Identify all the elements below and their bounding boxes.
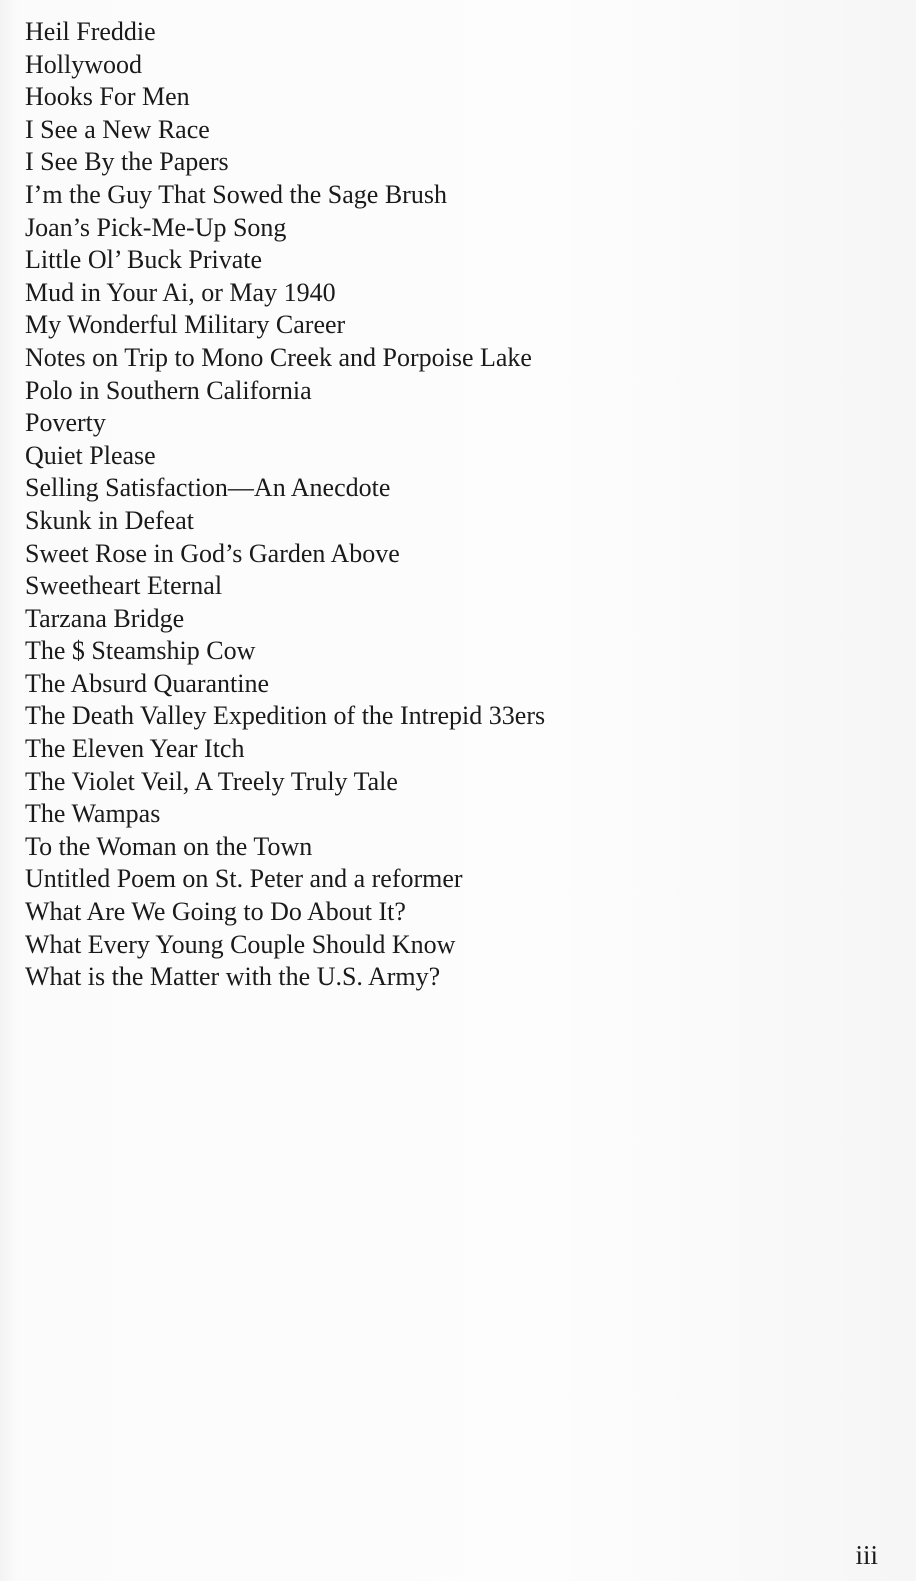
list-item: What is the Matter with the U.S. Army? [25, 962, 441, 992]
list-item: Sweet Rose in God’s Garden Above [25, 538, 400, 568]
list-item: Hollywood [25, 49, 142, 79]
list-item: Notes on Trip to Mono Creek and Porpoise Lake [25, 342, 532, 372]
list-item: Quiet Please [25, 440, 156, 470]
list-item: To the Woman on the Town [25, 831, 313, 861]
list-item: What Every Young Couple Should Know [25, 929, 456, 959]
list-item: Skunk in Defeat [25, 505, 194, 535]
list-item: The Absurd Quarantine [25, 668, 270, 698]
list-item: My Wonderful Military Career [25, 310, 346, 340]
list-item: Polo in Southern California [25, 375, 312, 405]
title-list [25, 16, 545, 994]
list-item: Selling Satisfaction—An Anecdote [25, 473, 391, 503]
list-item: The Death Valley Expedition of the Intrepid 33ers [25, 701, 546, 731]
list-item: The Wampas [25, 799, 161, 829]
list-item: I See a New Race [25, 114, 210, 144]
list-item: Mud in Your Ai, or May 1940 [25, 277, 336, 307]
list-item: Hooks For Men [25, 82, 190, 112]
list-item: Sweetheart Eternal [25, 571, 223, 601]
list-item: Little Ol’ Buck Private [25, 245, 263, 275]
list-item: The Eleven Year Itch [25, 734, 245, 764]
list-item: Joan’s Pick-Me-Up Song [25, 212, 287, 242]
list-item: The $ Steamship Cow [25, 636, 256, 666]
list-item: The Violet Veil, A Treely Truly Tale [25, 766, 398, 796]
list-item: Tarzana Bridge [25, 603, 185, 633]
page-number: iii [855, 1540, 878, 1570]
list-item: Poverty [25, 408, 106, 438]
list-item: Heil Freddie [25, 17, 156, 46]
list-item: I See By the Papers [25, 147, 229, 177]
list-item: Untitled Poem on St. Peter and a reformer [25, 864, 463, 894]
list-item: What Are We Going to Do About It? [25, 897, 406, 927]
list-item: I’m the Guy That Sowed the Sage Brush [25, 179, 447, 209]
